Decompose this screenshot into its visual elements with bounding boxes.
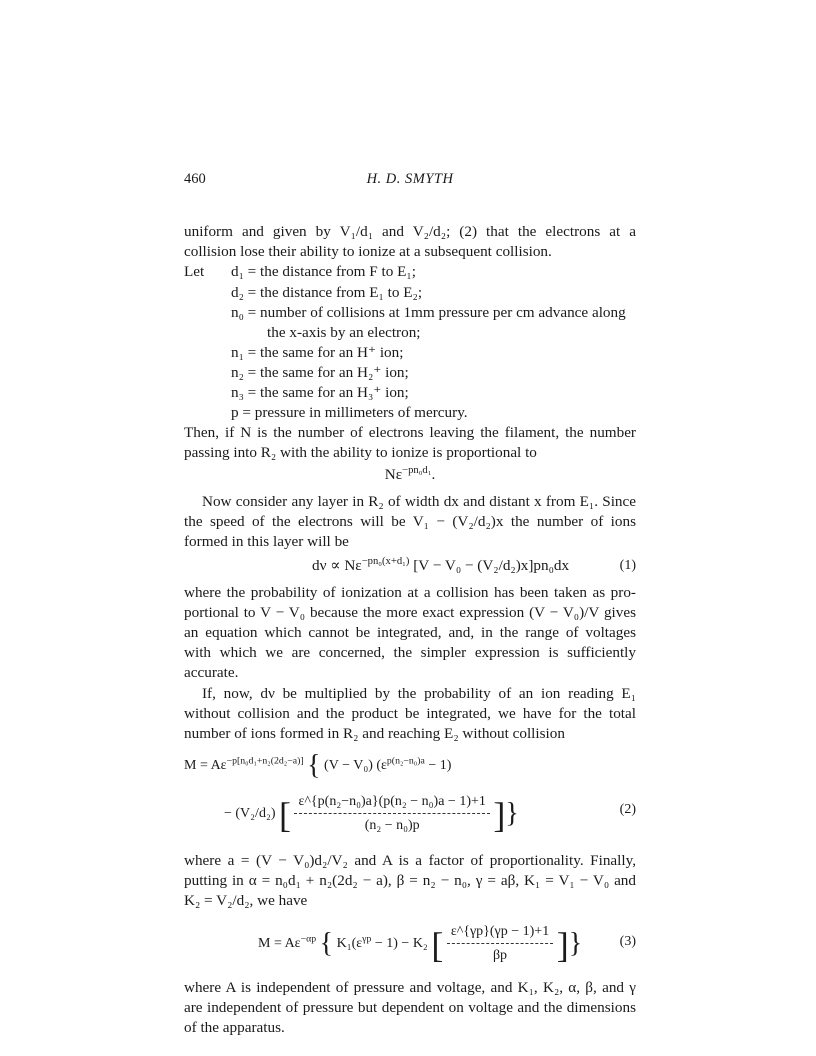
text-line: Then, if N is the number of electrons leaving the filament, the number bbox=[184, 424, 636, 441]
equation-number: (1) bbox=[619, 558, 636, 573]
eq3-lhs: M = Aε bbox=[258, 936, 301, 952]
definition-d2: d₂ = the distance from E₁ to E₂; bbox=[231, 284, 423, 301]
text-line: where a = (V − V₀)d₂/V₂ and A is a factor of proportionality. Finally, bbox=[184, 852, 636, 869]
definition-n1: n₁ = the same for an H⁺ ion; bbox=[231, 344, 404, 361]
eq2-exponent: −p[n₀d₁+n₂(2d₂−a)] bbox=[226, 755, 304, 767]
eq2b-lead: − (V₂/d₂) bbox=[224, 806, 276, 822]
text-line: number of ions formed in R₂ and reaching E₂ without collision bbox=[184, 725, 565, 742]
page-header bbox=[184, 171, 636, 193]
eq3-exponent-2: γp bbox=[362, 933, 372, 945]
equation-number: (2) bbox=[619, 802, 636, 817]
eq2-numerator: ε^{p(n₂−n₀)a}(p(n₂ − n₀)a − 1)+1 bbox=[294, 792, 489, 814]
eq3-fraction bbox=[447, 922, 553, 966]
definition-n2: n₂ = the same for an H₂⁺ ion; bbox=[231, 364, 409, 381]
eq3-mid2: − 1) − K₂ bbox=[371, 936, 428, 952]
text-line: Let bbox=[184, 263, 205, 280]
close-brace: } bbox=[505, 798, 519, 830]
open-brace: { bbox=[319, 928, 334, 960]
page-number: 460 bbox=[184, 171, 206, 187]
definition-d1: d₁ = the distance from F to E₁; bbox=[231, 263, 416, 280]
eq1-exponent: −pn₀(x+d₁) bbox=[361, 555, 410, 567]
text-line: passing into R₂ with the ability to ionize is proportional to bbox=[184, 444, 537, 461]
eq2-fraction bbox=[294, 792, 489, 836]
equation-1 bbox=[312, 556, 569, 576]
equation-number: (3) bbox=[619, 934, 636, 949]
expr-base: Nε bbox=[384, 466, 403, 483]
eq2-end: − 1) bbox=[424, 758, 452, 773]
equation-3 bbox=[258, 922, 582, 966]
open-brace: { bbox=[307, 750, 321, 781]
text-line: putting in α = n₀d₁ + n₂(2d₂ − a), β = n₂ − n₀, γ = aβ, K₁ = V₁ − V₀ and bbox=[184, 872, 636, 889]
text-line: accurate. bbox=[184, 664, 239, 681]
text-line: uniform and given by V₁/d₁ and V₂/d₂; (2) that the electrons at a bbox=[184, 223, 636, 240]
equation-2-line-1 bbox=[184, 750, 452, 781]
definition-n0-cont: the x-axis by an electron; bbox=[267, 324, 421, 341]
equation-2-line-2 bbox=[224, 792, 519, 836]
eq2-denominator: (n₂ − n₀)p bbox=[364, 818, 420, 833]
running-head: H. D. SMYTH bbox=[366, 171, 454, 187]
text-line: where the probability of ionization at a collision has been taken as pro- bbox=[184, 584, 636, 601]
text-line: collision lose their ability to ionize at a subsequent collision. bbox=[184, 243, 552, 260]
expr-exponent: −pn₀d₁ bbox=[402, 464, 432, 476]
open-bracket: [ bbox=[278, 795, 291, 836]
text-line: Now consider any layer in R₂ of width dx and distant x from E₁. Since bbox=[202, 493, 636, 510]
eq2-rest: (V − V₀) (ε bbox=[324, 758, 387, 773]
text-line: with which we are concerned, the simpler expression is sufficiently bbox=[184, 644, 636, 661]
eq2-lhs: M = Aε bbox=[184, 758, 227, 773]
eq3-exponent: −αp bbox=[300, 933, 317, 945]
expr-end: . bbox=[431, 466, 436, 483]
eq3-numerator: ε^{γp}(γp − 1)+1 bbox=[447, 922, 553, 944]
eq1-rhs: [V − V₀ − (V₂/d₂)x]pn₀dx bbox=[413, 557, 570, 574]
text-line: are independent of pressure but dependent on voltage and the dimensions bbox=[184, 999, 636, 1016]
display-expression bbox=[184, 465, 636, 485]
text-line: where A is independent of pressure and voltage, and K₁, K₂, α, β, and γ bbox=[184, 979, 636, 996]
close-bracket: ] bbox=[556, 925, 569, 966]
text-line: portional to V − V₀ because the more exact expression (V − V₀)/V gives bbox=[184, 604, 636, 621]
text-line: an equation which cannot be integrated, and, in the range of voltages bbox=[184, 624, 636, 641]
text-line: without collision and the product be integrated, we have for the total bbox=[184, 705, 636, 722]
definition-p: p = pressure in millimeters of mercury. bbox=[231, 404, 468, 421]
close-brace: } bbox=[568, 928, 583, 960]
text-line: the speed of the electrons will be V₁ − (V₂/d₂)x the number of ions bbox=[184, 513, 636, 530]
eq3-denominator: βp bbox=[492, 948, 508, 963]
eq2-exponent-2: p(n₂−n₀)a bbox=[386, 755, 425, 767]
text-line: formed in this layer will be bbox=[184, 533, 349, 550]
eq1-lhs: dν ∝ Nε bbox=[312, 557, 362, 574]
close-bracket: ] bbox=[493, 795, 506, 836]
text-line: K₂ = V₂/d₂, we have bbox=[184, 892, 308, 909]
eq3-mid: K₁(ε bbox=[336, 936, 363, 952]
definition-n3: n₃ = the same for an H₃⁺ ion; bbox=[231, 384, 409, 401]
open-bracket: [ bbox=[431, 925, 444, 966]
definition-n0: n₀ = number of collisions at 1mm pressure per cm advance along bbox=[231, 304, 626, 321]
text-line: of the apparatus. bbox=[184, 1019, 285, 1036]
text-line: If, now, dν be multiplied by the probability of an ion reading E₁ bbox=[202, 685, 636, 702]
